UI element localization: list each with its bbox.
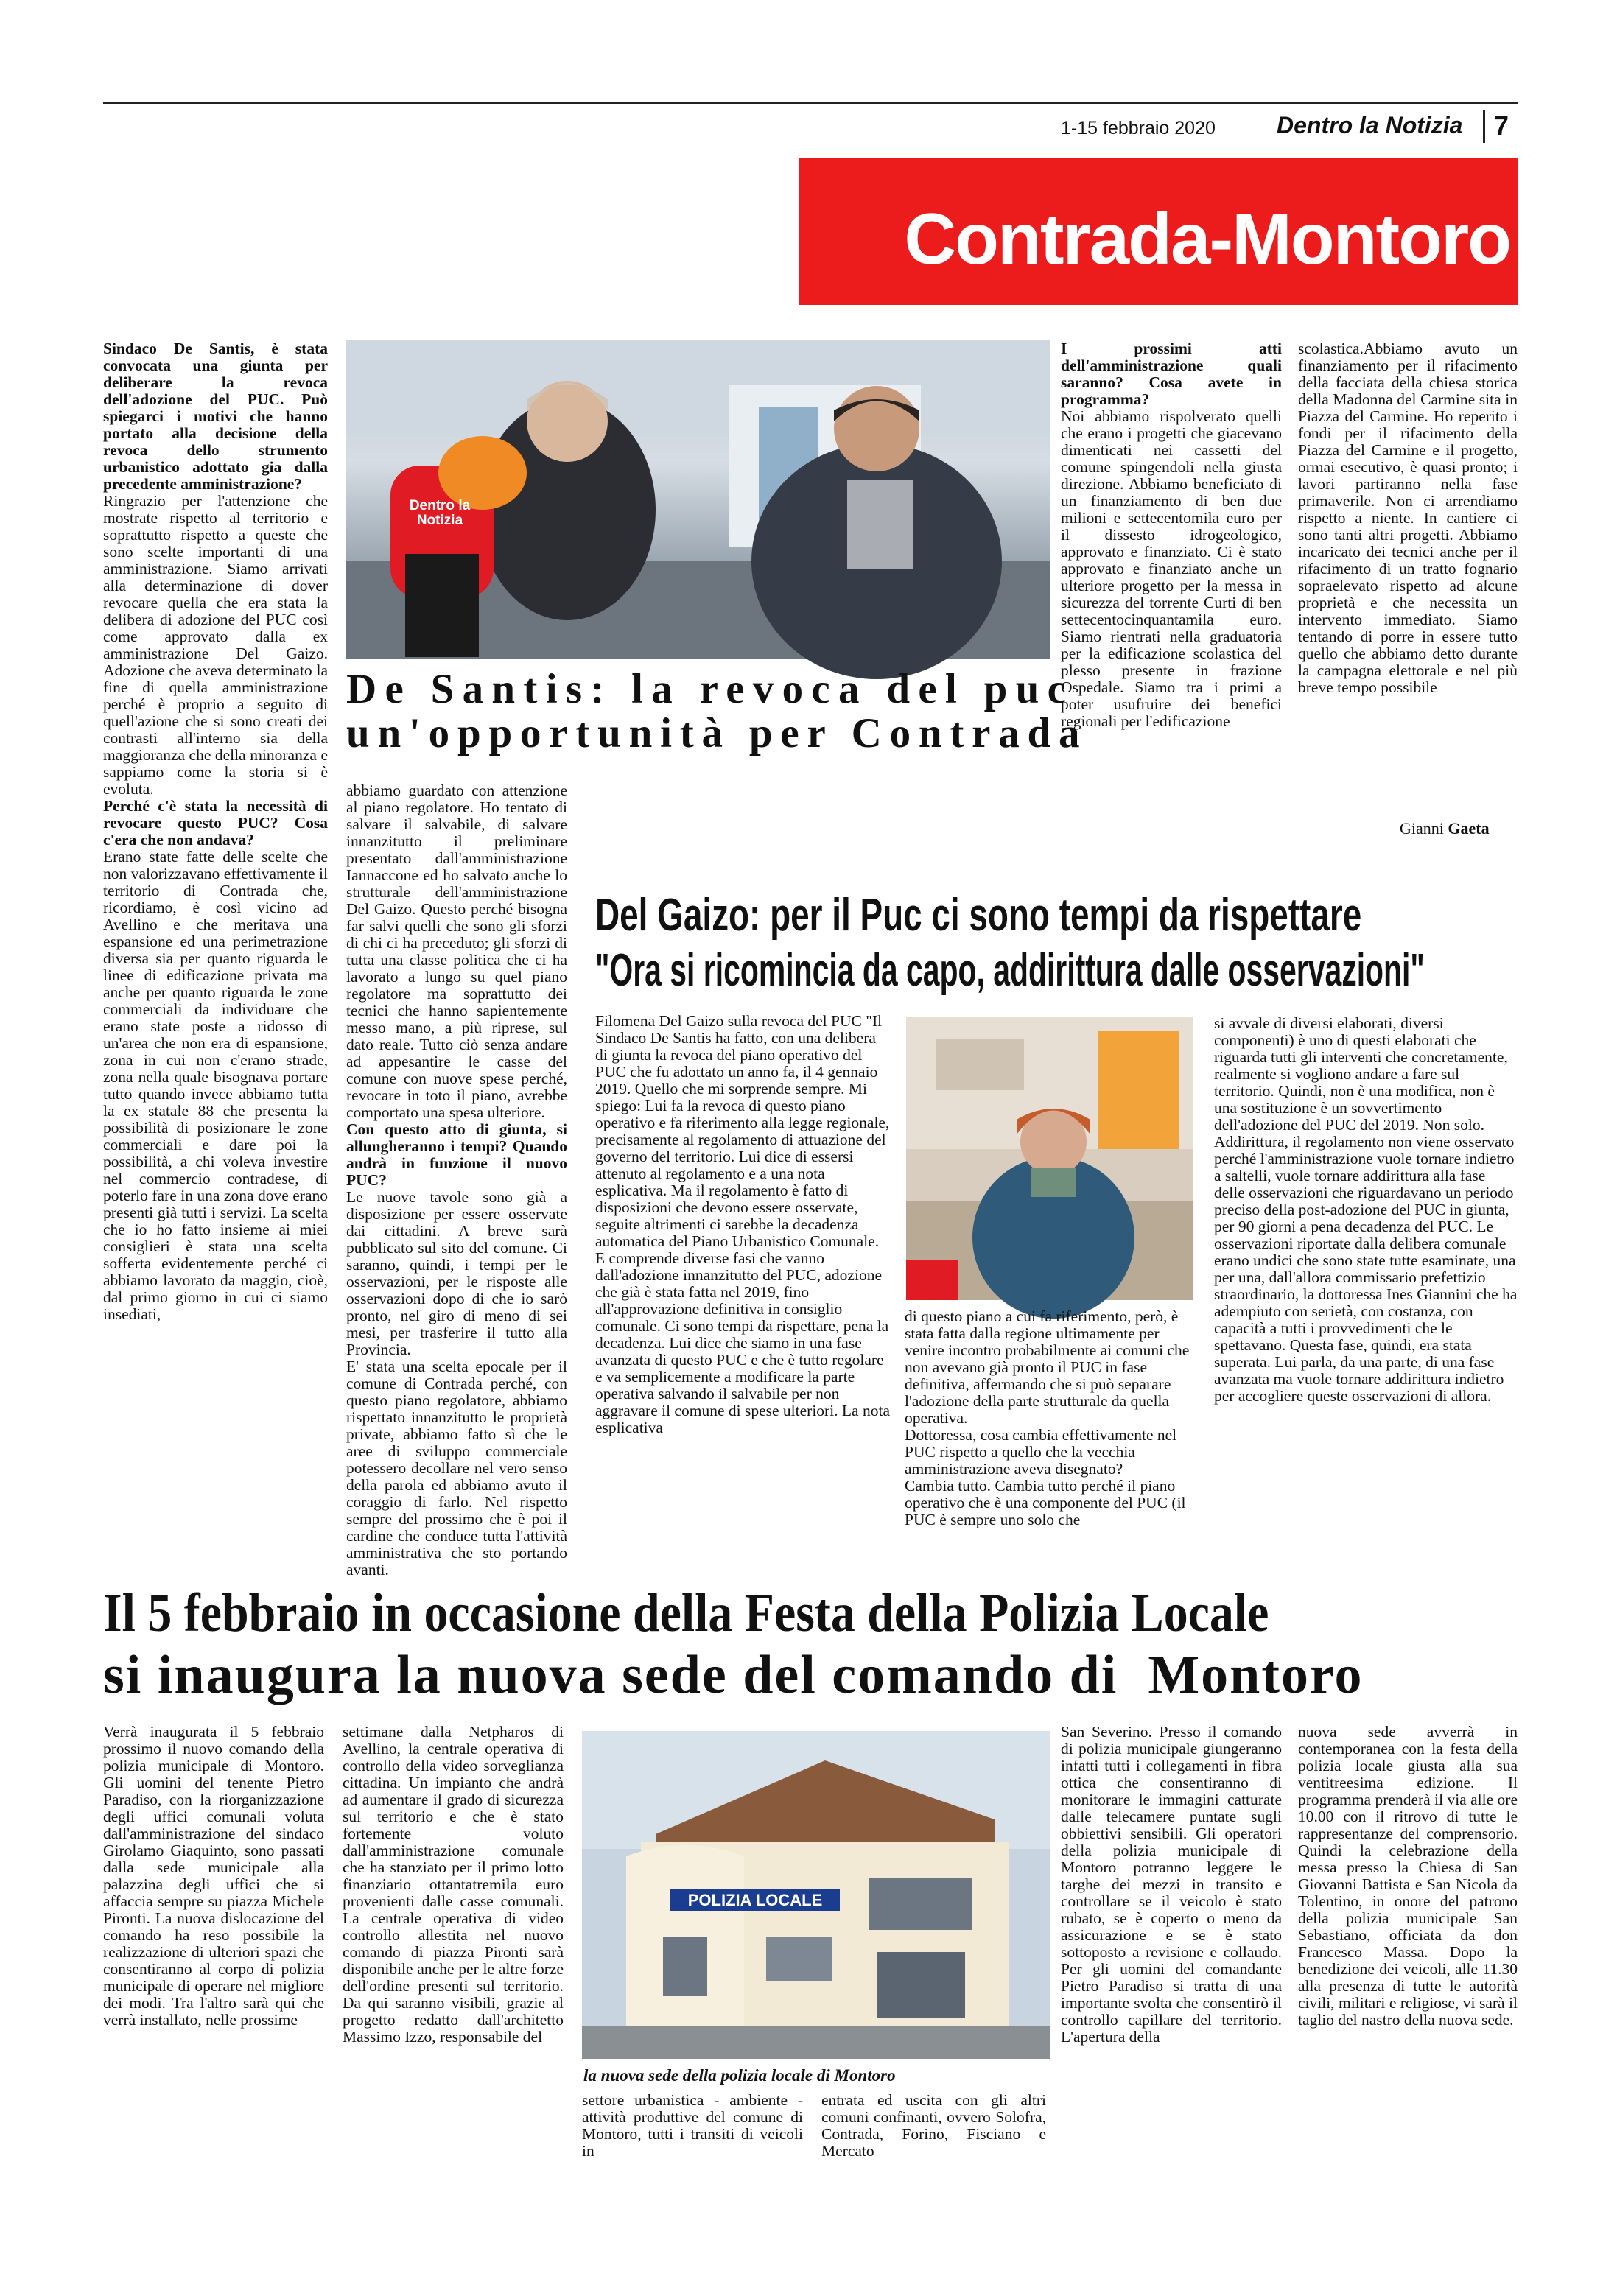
a1-headline-line-1: De Santis: la revoca del puc — [346, 666, 1075, 712]
a1-answer-4: Le nuove tavole sono già a disposizione per essere osservate dai cittadini. A breve sarà pubblicato sul sito del comune. Ci saranno, quindi, i tempi per le osservazioni, per le risposte alle osservazioni dopo di che io sarò pronto, nel giro di meno di sei mesi, per trasferire il tutto alla Provincia. — [346, 1188, 567, 1358]
header-separator — [1483, 110, 1485, 143]
a1-question-4: I prossimi atti dell'amministrazione quali saranno? Cosa avete in programma? — [1061, 340, 1282, 408]
a1-column-6 — [1298, 340, 1522, 797]
a3-headline-2: si inaugura la nuova sede del comando di Montoro — [103, 1645, 1364, 1705]
portrait-scene — [906, 1017, 1193, 1300]
a2-headline-1: Del Gaizo: per il Puc ci sono tempi da rispettare — [595, 890, 1362, 941]
a1-interview-photo — [346, 340, 1050, 659]
a2-column-1: Filomena Del Gaizo sulla revoca del PUC "Il Sindaco De Santis ha fatto, con una delibera di giunta la revoca del piano operativo del PUC che fu adottato un anno fa, il 4 gennaio 2019. Quello che mi sorprende sempre. Mi spiego: Lui fa la revoca di questo piano operativo e fa riferimento alla legge regionale, precisamente al regolamento di attuazione del governo del territorio. Lui dice di essersi attenuto al regolamento e a una nota esplicativa. Ma il regolamento è fatto di disposizioni che devono essere osservate, seguite altrimenti ci sarebbe la decadenza automatica del Piano Urbanistico Comunale. E comprende diverse fasi che vanno dall'adozione innanzitutto del PUC, adozione che già è stata fatta nel 2019, fino all'approvazione definitiva in consiglio comunale. Ci sono tempi da rispettare, pena la decadenza. Lui dice che siamo in una fase avanzata di questo PUC e che è tutto regolare e va semplicemente a modificare la parte operativa salvando il salvabile per non aggravare il comune di spese ulteriori. La nota esplicativa — [595, 1012, 890, 1436]
a2-answer: Cambia tutto. Cambia tutto perché il piano operativo che è una componente del PUC (il PUC è sempre uno solo che — [905, 1477, 1186, 1528]
a3-column-2: settimane dalla Netpharos di Avellino, la centrale operativa di controllo della video sorveglianza cittadina. Un impianto che andrà ad aumentare il grado di sicurezza sul territorio e che è stato fortemente voluto dall'amministrazione comunale che ha stanziato per il primo lotto finanziario ottantatremila euro provenienti dalle casse comunali. La centrale operativa di video controllo allestita nel nuovo comando di piazza Pironti sarà disponibile anche per le altre forze dell'ordine presenti sul territorio. Da qui saranno visibili, grazie al progetto redatto dall'architetto Massimo Izzo, responsabile del — [343, 1723, 564, 2046]
a1-column-1 — [103, 340, 328, 1570]
microphone-label: Dentro la Notizia — [409, 498, 471, 528]
a1-column-2 — [346, 782, 567, 1579]
a1-column-5 — [1061, 340, 1282, 885]
byline — [1400, 819, 1490, 838]
a2-headline-2: "Ora si ricomincia da capo, addirittura dalle osservazioni" — [595, 945, 1425, 996]
a1-question-1: Sindaco De Santis, è stata convocata una giunta per deliberare la revoca dell'adozione del PUC. Può spiegarci i motivi che hanno portato alla decisione della revoca dello strumento urbanistico adottato gia dalla precedente amministrazione? — [103, 340, 328, 493]
a1-answer-3: abbiamo guardato con attenzione al piano regolatore. Ho tentato di salvare il salvabile, di salvare innanzitutto il preliminare presentato dall'amministrazione Iannaccone ed ho salvato anche lo strutturale dell'amministrazione Del Gaizo. Questo perché bisogna far salvi quelli che sono gli sforzi di chi ci ha preceduto; gli sforzi di tutta una classe politica che ci ha lavorato a lungo su quel piano regolatore ma soprattutto dei tecnici che hanno sapientemente messo mano, a più riprese, sul dato reale. Tutto ciò senza andare ad appesantire le casse del comune con nuove spese perché, revocare in toto il piano, avrebbe comportato una spesa ulteriore. — [346, 782, 567, 1121]
a2-portrait-photo — [906, 1017, 1193, 1300]
a1-answer-6-cont: scolastica.Abbiamo avuto un finanziamento per il rifacimento della facciata della chiesa storica della Madonna del Carmine sita in Piazza del Carmine. Ho reperito i fondi per il rifacimento della Piazza del Carmine e il progetto, ormai esecutivo, è quasi pronto; i lavori partiranno nella fase primaverile. Non ci arrendiamo rispetto a niente. In cantiere ci sono tanti altri progetti. Abbiamo incaricato dei tecnici anche per il rifacimento di un tratto fognario sopraelevato rispetto ad alcune proprietà e che necessita un intervento immediato. Siamo tentando di porre in essere tutto quello che abbiamo detto durante la campagna elettorale e nel più breve tempo possibile — [1298, 340, 1522, 696]
top-rule — [103, 102, 1518, 104]
byline-first: Gianni — [1400, 819, 1444, 838]
a1-answer-5: E' stata una scelta epocale per il comune di Contrada perché, con questo piano regolatore, abbiamo rispettato innanzitutto le proprietà private, abbiamo fatto sì che le aree di sviluppo commerciale potessero decollare nel vero senso della parola ed abbiamo avuto il coraggio di farlo. Nel rispetto sempre del prossimo che è poi il cardine che conduce tutta l'attività amministrativa che sto portando avanti. — [346, 1358, 567, 1579]
a2-column-2 — [905, 1308, 1199, 1573]
a3-column-4: San Severino. Presso il comando di polizia municipale giungeranno infatti tutti i collegamenti in fibra ottica che consentiranno di monitorare le immagini catturate dalle telecamere puntate sugli obbiettivi sensibili. Gli operatori della polizia municipale di Montoro potranno leggere le targhe dei mezzi in transito e controllare se il veicolo è stato rubato, se è coperto o meno da assicurazione e se è stato sottoposto a revisione e collaudo. Per gli uomini del comandante Pietro Paradiso si tratta di una importante svolta che consentirò il controllo capillare del territorio. L'apertura della — [1061, 1723, 1282, 2046]
a3-building-photo — [582, 1731, 1050, 2059]
a1-headline-line-2: un'opportunità per Contrada — [346, 710, 1088, 756]
a3-column-5: nuova sede avverrà in contemporanea con la festa della polizia locale giusta alla sua ventitreesima edizione. Il programma prenderà il via alle ore 10.00 con il ritrovo di tutte le rappresentanze del comprensorio. Quindi la celebrazione della messa presso la Chiesa di San Giovanni Battista e San Nicola da Tolentino, in onore del patrono della polizia municipale San Sebastiano, officiata da don Francesco Massa. Dopo la benedizione dei veicoli, alle 11.30 alla presenza di tutte le autorità civili, militari e religiose, vi sarà il taglio del nastro della nuova sede. — [1298, 1723, 1518, 2029]
issue-date: 1-15 febbraio 2020 — [1061, 118, 1216, 138]
a1-answer-6: Noi abbiamo rispolverato quelli che erano i progetti che giacevano dimenticati nei cassetti del comune spingendoli nella giusta direzione. Abbiamo beneficiato di un finanziamento di ben due milioni e settecentomila euro per il dissesto idrogeologico, approvato e finanziato. Ci è stato approvato e finanziato anche un ulteriore progetto per la messa in sicurezza del torrente Curti di ben settecentocinquantamila euro. Siamo rientrati nella graduatoria per la edificazione scolastica del plesso presente in frazione Ospedale. Siamo tra i primi a poter usufruire dei benefici regionali per l'edificazione — [1061, 407, 1282, 730]
section-title: Contrada-Montoro — [904, 198, 1510, 279]
a1-question-3: Con questo atto di giunta, si allungheranno i tempi? Quando andrà in funzione il nuovo PUC? — [346, 1120, 567, 1189]
a1-answer-2: Erano state fatte delle scelte che non valorizzavano effettivamente il territorio di Contrada che, ricordiamo, è così vicino ad Avellino e che meritava una espansione ed una perimetrazione diversa sia per quanto riguarda le linee di edificazione privata ma anche per quanto riguarda le zone commerciali da individuare che erano state poste a ridosso di un'area che non era di espansione, zona in cui non c'erano strade, zona nella quale bisognava portare tutto quando invece abbiamo tutta la ex statale 88 che presenta la possibilità di posizionare le zone commerciali e dare poi la possibilità, a chi voleva investire nel commercio contradese, di poterlo fare in una zona dove erano presenti già tutti i servizi. La scelta che io ho fatto insieme ai miei consiglieri è stata una scelta sofferta evidentemente perché ci abbiamo lavorato da maggio, cioè, dal primo giorno in cui ci siamo insediati, — [103, 848, 328, 1323]
byline-last: Gaeta — [1448, 819, 1490, 838]
a1-answer-1: Ringrazio per l'attenzione che mostrate rispetto al territorio e soprattutto rispetto a queste che sono scelte importanti di una amministrazione. Siamo arrivati alla determinazione di dover revocare quella che era stata la delibera di adozione del PUC così come approvato dalla ex amministrazione Del Gaizo. Adozione che aveva determinato la fine di quella amministrazione perché è proprio a seguito di quell'azione che si sono creati dei contrasti all'interno sia della maggioranza che della minoranza e sappiamo come la storia si è evoluta. — [103, 492, 328, 798]
a2-col2-text: di questo piano a cui fa riferimento, però, è stata fatta dalla regione ultimamente per venire incontro probabilmente ai comuni che non avevano già pronto il PUC in fase definitiva, affermando che si può separare l'adozione della parte strutturale da quella operativa. — [905, 1307, 1190, 1427]
a2-column-3: si avvale di diversi elaborati, diversi componenti) è uno di questi elaborati che riguarda tutti gli interventi che concretamente, realmente si vogliono andare a fare sul territorio. Quindi, non è una modifica, non è una sostituzione è un sovvertimento dell'adozione del PUC del 2019. Non solo. Addirittura, il regolamento non viene osservato perché l'amministrazione vuole tornare indietro a saltelli, vuole tornare addirittura alla fase delle osservazioni che riguardavano un periodo preciso della post-adozione del PUC in giunta, per 90 giorni a pena decadenza del PUC. Le osservazioni riportate dalla delibera comunale erano undici che sono state tutte esaminate, una per una, dall'allora commissario prefettizio straordinario, la dottoressa Ines Giannini che ha adempiuto con serietà, con costanza, con capacità a tutti i provvedimenti che le spettavano. Questa fase, quindi, era stata superata. Lui parla, da una parte, di una fase avanzata ma vuole tornare addirittura indietro per accogliere queste osservazioni di allora. — [1214, 1014, 1518, 1405]
police-sign: POLIZIA LOCALE — [687, 1891, 823, 1909]
a1-question-2: Perché c'è stata la necessità di revocare questo PUC? Cosa c'era che non andava? — [103, 797, 328, 849]
a3-photo-caption: la nuova sede della polizia locale di Montoro — [583, 2066, 896, 2085]
a3-under-photo-col-1: settore urbanistica - ambiente - attività produttive del comune di Montoro, tutti i transiti di veicoli in — [582, 2091, 803, 2160]
page-number: 7 — [1494, 110, 1509, 141]
a2-question: Dottoressa, cosa cambia effettivamente nel PUC rispetto a quello che la vecchia amministrazione aveva disegnato? — [905, 1426, 1177, 1478]
a3-under-photo-col-2: entrata ed uscita con gli altri comuni confinanti, ovvero Solofra, Contrada, Forino, Fisciano e Mercato — [821, 2091, 1046, 2160]
a3-headline-1: Il 5 febbraio in occasione della Festa della Polizia Locale — [103, 1583, 1269, 1643]
a3-column-1: Verrà inaugurata il 5 febbraio prossimo il nuovo comando della polizia municipale di Montoro. Gli uomini del tenente Pietro Paradiso, con la riorganizzazione degli uffici comunali voluta dall'amministrazione del sindaco Girolamo Giaquinto, sono passati dalla sede municipale alla palazzina degli uffici che si affaccia sempre su piazza Michele Pironti. La nuova dislocazione del comando ha reso possibile la realizzazione di ulteriori spazi che consentiranno al corpo di polizia municipale di operare nel migliore dei modi. Tra l'altro sarà qui che verrà installato, nelle prossime — [103, 1723, 324, 2029]
masthead-brand: Dentro la Notizia — [1277, 112, 1463, 138]
